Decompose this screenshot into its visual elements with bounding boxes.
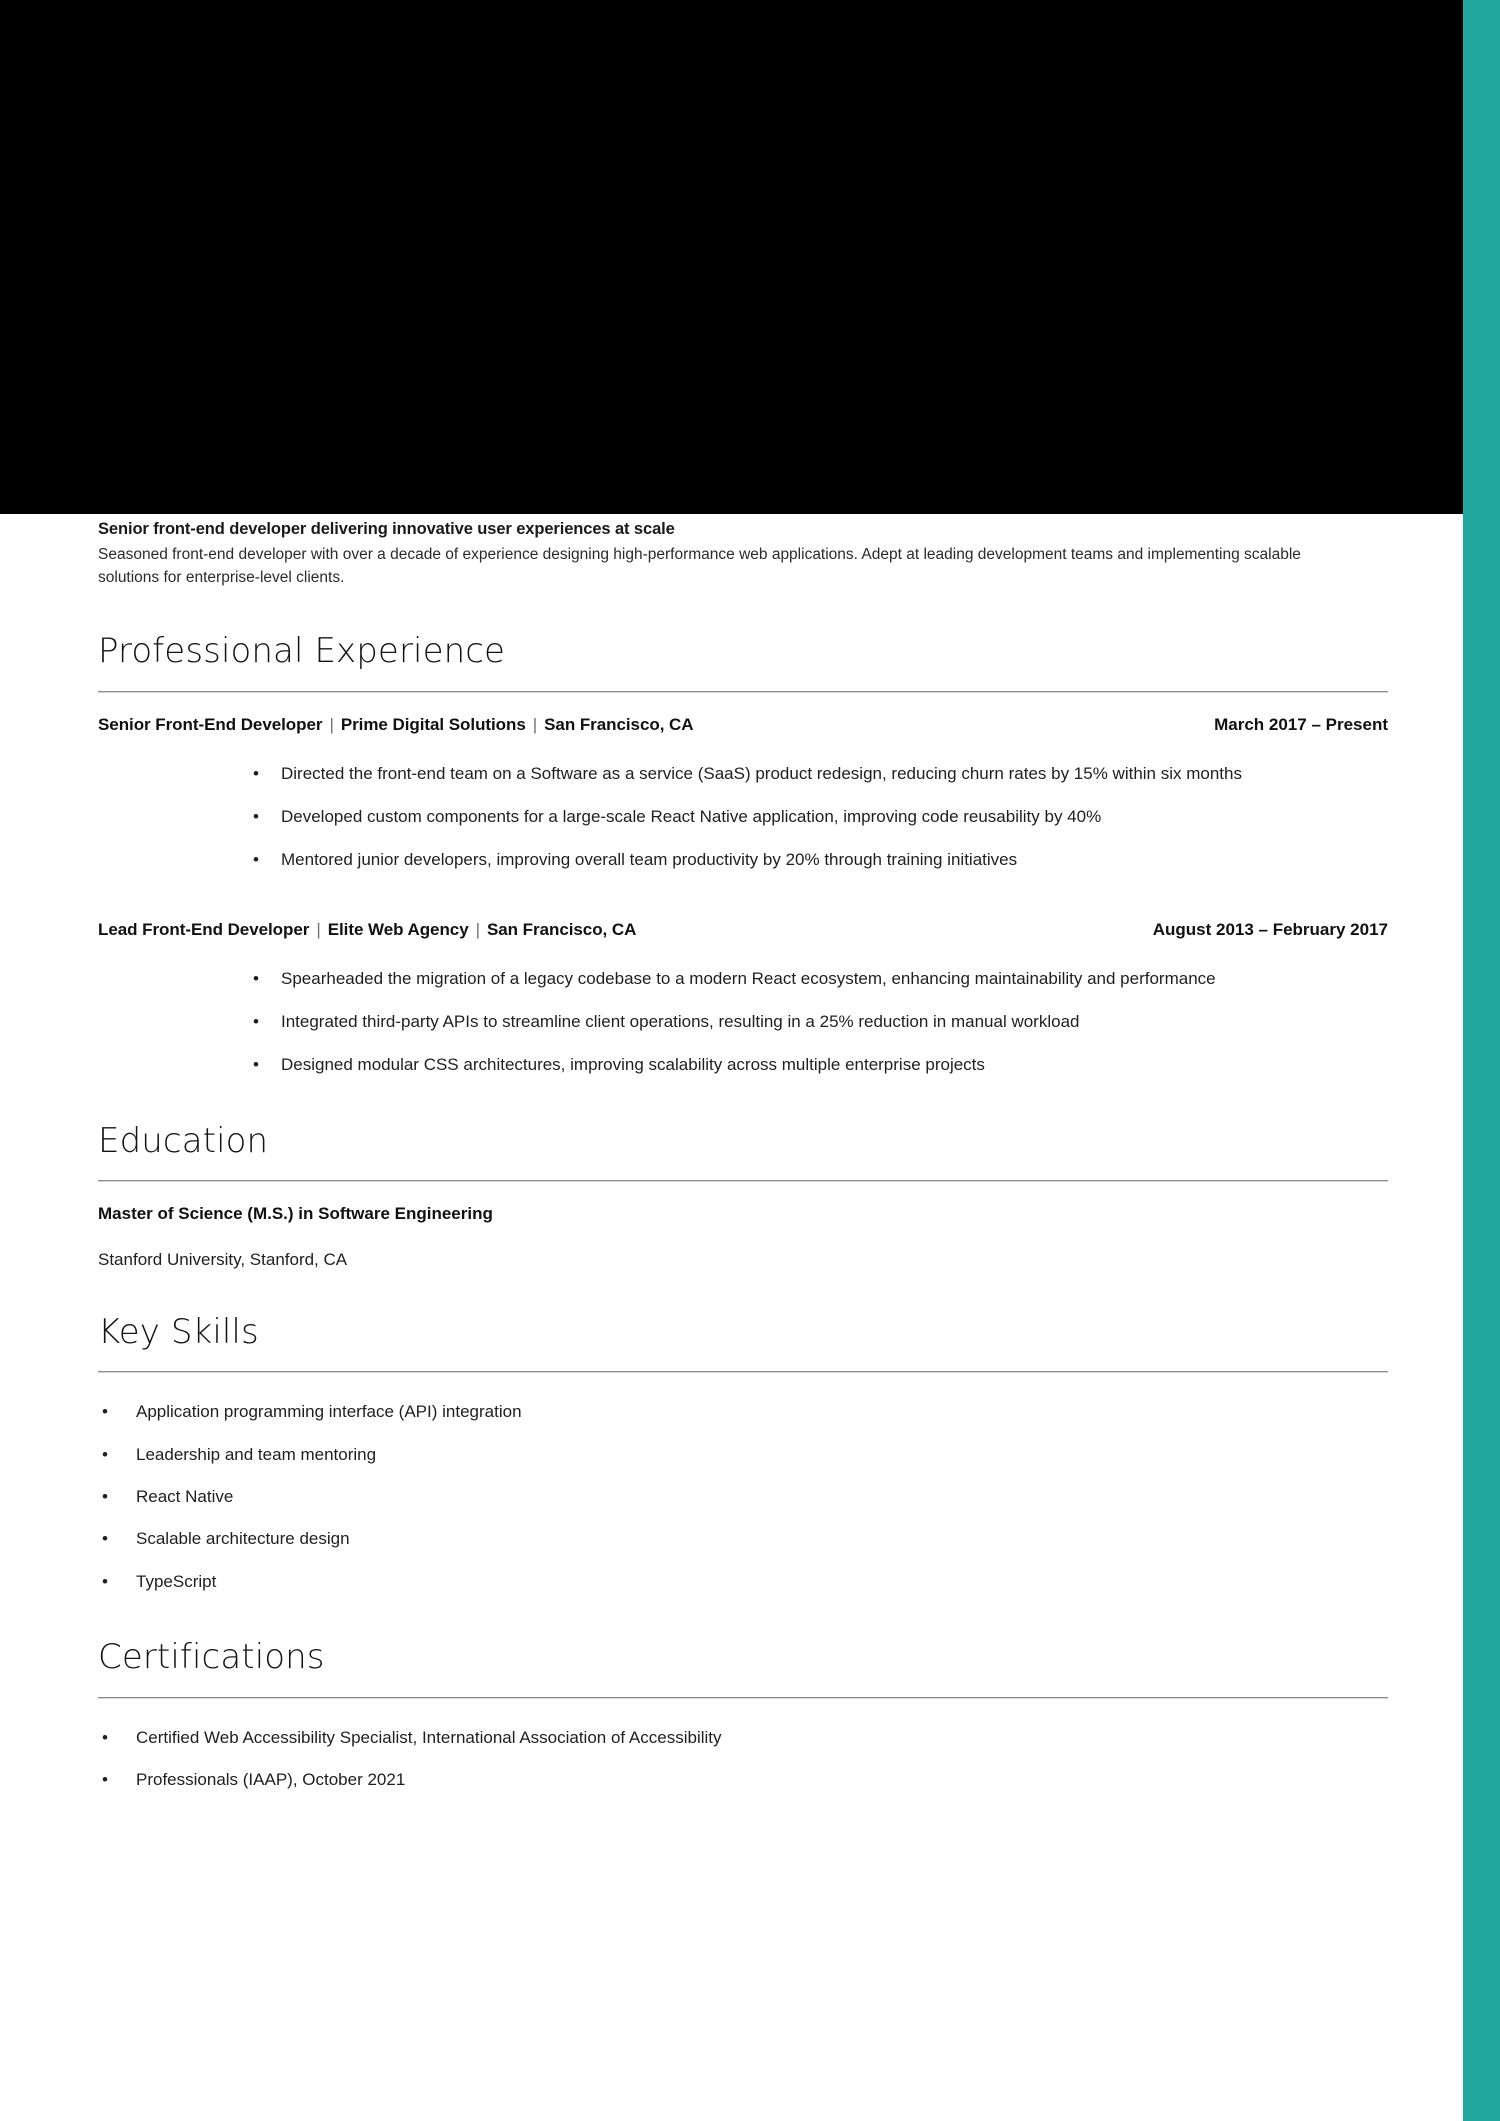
section-certifications: [98, 1639, 1388, 1793]
list-item: [98, 1442, 1388, 1468]
section-title-education: Education: [98, 1120, 269, 1161]
section-skills: [98, 1314, 1388, 1595]
experience-role: Senior Front-End Developer: [98, 714, 323, 734]
experience-entry-title: [98, 715, 694, 735]
section-title-experience: Professional Experience: [98, 631, 506, 672]
list-item: [253, 804, 1388, 830]
list-item-text: Integrated third-party APIs to streamline client operations, resulting in a 25% reduction in manual workload: [281, 1011, 1080, 1031]
section-title-certifications: Certifications: [98, 1637, 325, 1678]
list-item: [253, 966, 1388, 992]
list-item-text: Spearheaded the migration of a legacy codebase to a modern React ecosystem, enhancing maintainability and performance: [281, 968, 1216, 988]
list-item-text: React Native: [136, 1487, 234, 1507]
bullet-icon: •: [102, 1529, 108, 1549]
title-separator: |: [316, 919, 321, 939]
summary-body: Seasoned front-end developer with over a decade of experience designing high-performance web applications. Adept at leading development teams and implementing scalable solutions for enterprise-level clients.: [98, 546, 1301, 586]
section-education: [98, 1120, 1388, 1270]
experience-entry-header: [98, 715, 1388, 735]
experience-bullet-list: [253, 761, 1388, 874]
experience-entry-title: [98, 920, 636, 940]
list-item-text: Directed the front-end team on a Software as a service (SaaS) product redesign, reducing churn rates by 15% within six months: [281, 763, 1242, 783]
section-divider-skills: [98, 1371, 1388, 1373]
header-banner: [0, 0, 1463, 514]
bullet-icon: •: [253, 763, 259, 783]
experience-entry: [98, 715, 1388, 874]
bullet-icon: •: [102, 1487, 108, 1507]
title-separator: |: [532, 714, 538, 734]
title-separator: |: [475, 919, 480, 939]
section-title-skills: Key Skills: [98, 1312, 259, 1353]
list-item: [253, 761, 1388, 787]
experience-company: Elite Web Agency: [327, 919, 469, 939]
section-divider-certifications: [98, 1697, 1388, 1699]
bullet-icon: •: [253, 968, 259, 988]
bullet-icon: •: [102, 1444, 108, 1464]
bullet-icon: •: [102, 1769, 108, 1789]
bullet-icon: •: [253, 1055, 259, 1075]
experience-company: Prime Digital Solutions: [340, 714, 526, 734]
experience-date: March 2017 – Present: [1214, 714, 1388, 734]
list-item-text: Scalable architecture design: [136, 1529, 350, 1549]
bullet-icon: •: [253, 1011, 259, 1031]
bullet-icon: •: [102, 1727, 108, 1747]
experience-entry: [98, 920, 1388, 1079]
list-item-text: Developed custom components for a large-scale React Native application, improving code reusability by 40%: [281, 806, 1102, 826]
experience-date: August 2013 – February 2017: [1152, 919, 1388, 939]
bullet-icon: •: [102, 1571, 108, 1591]
experience-bullet-list: [253, 966, 1388, 1079]
resume-content: [98, 518, 1388, 1809]
list-item-text: TypeScript: [136, 1571, 217, 1591]
list-item-text: Leadership and team mentoring: [136, 1444, 377, 1464]
skills-list: [98, 1399, 1388, 1595]
list-item: [253, 847, 1388, 873]
list-item-text: Professionals (IAAP), October 2021: [136, 1769, 406, 1789]
list-item-text: Mentored junior developers, improving overall team productivity by 20% through training initiatives: [281, 850, 1018, 870]
certifications-list: [98, 1725, 1388, 1794]
bullet-icon: •: [253, 850, 259, 870]
section-divider-experience: [98, 691, 1388, 693]
experience-role: Lead Front-End Developer: [98, 919, 310, 939]
bullet-icon: •: [102, 1402, 108, 1422]
list-item: [253, 1009, 1388, 1035]
list-item-text: Application programming interface (API) integration: [136, 1402, 522, 1422]
list-item-text: Certified Web Accessibility Specialist, International Association of Accessibility: [136, 1727, 722, 1747]
bullet-icon: •: [253, 806, 259, 826]
list-item: [98, 1399, 1388, 1425]
education-school: Stanford University, Stanford, CA: [98, 1250, 348, 1270]
list-item: [98, 1725, 1388, 1751]
experience-entry-header: [98, 920, 1388, 940]
list-item: [98, 1767, 1388, 1793]
list-item-text: Designed modular CSS architectures, improving scalability across multiple enterprise projects: [281, 1055, 985, 1075]
list-item: [98, 1569, 1388, 1595]
list-item: [253, 1052, 1388, 1078]
section-experience: [98, 633, 1388, 1078]
education-degree: Master of Science (M.S.) in Software Engineering: [98, 1204, 493, 1224]
accent-side-band: [1463, 0, 1500, 2121]
list-item: [98, 1526, 1388, 1552]
section-divider-education: [98, 1180, 1388, 1182]
summary-headline: Senior front-end developer delivering innovative user experiences at scale: [98, 520, 675, 538]
title-separator: |: [329, 714, 334, 734]
experience-location: San Francisco, CA: [486, 919, 637, 939]
list-item: [98, 1484, 1388, 1510]
summary-block: [98, 518, 1388, 589]
experience-location: San Francisco, CA: [544, 714, 694, 734]
